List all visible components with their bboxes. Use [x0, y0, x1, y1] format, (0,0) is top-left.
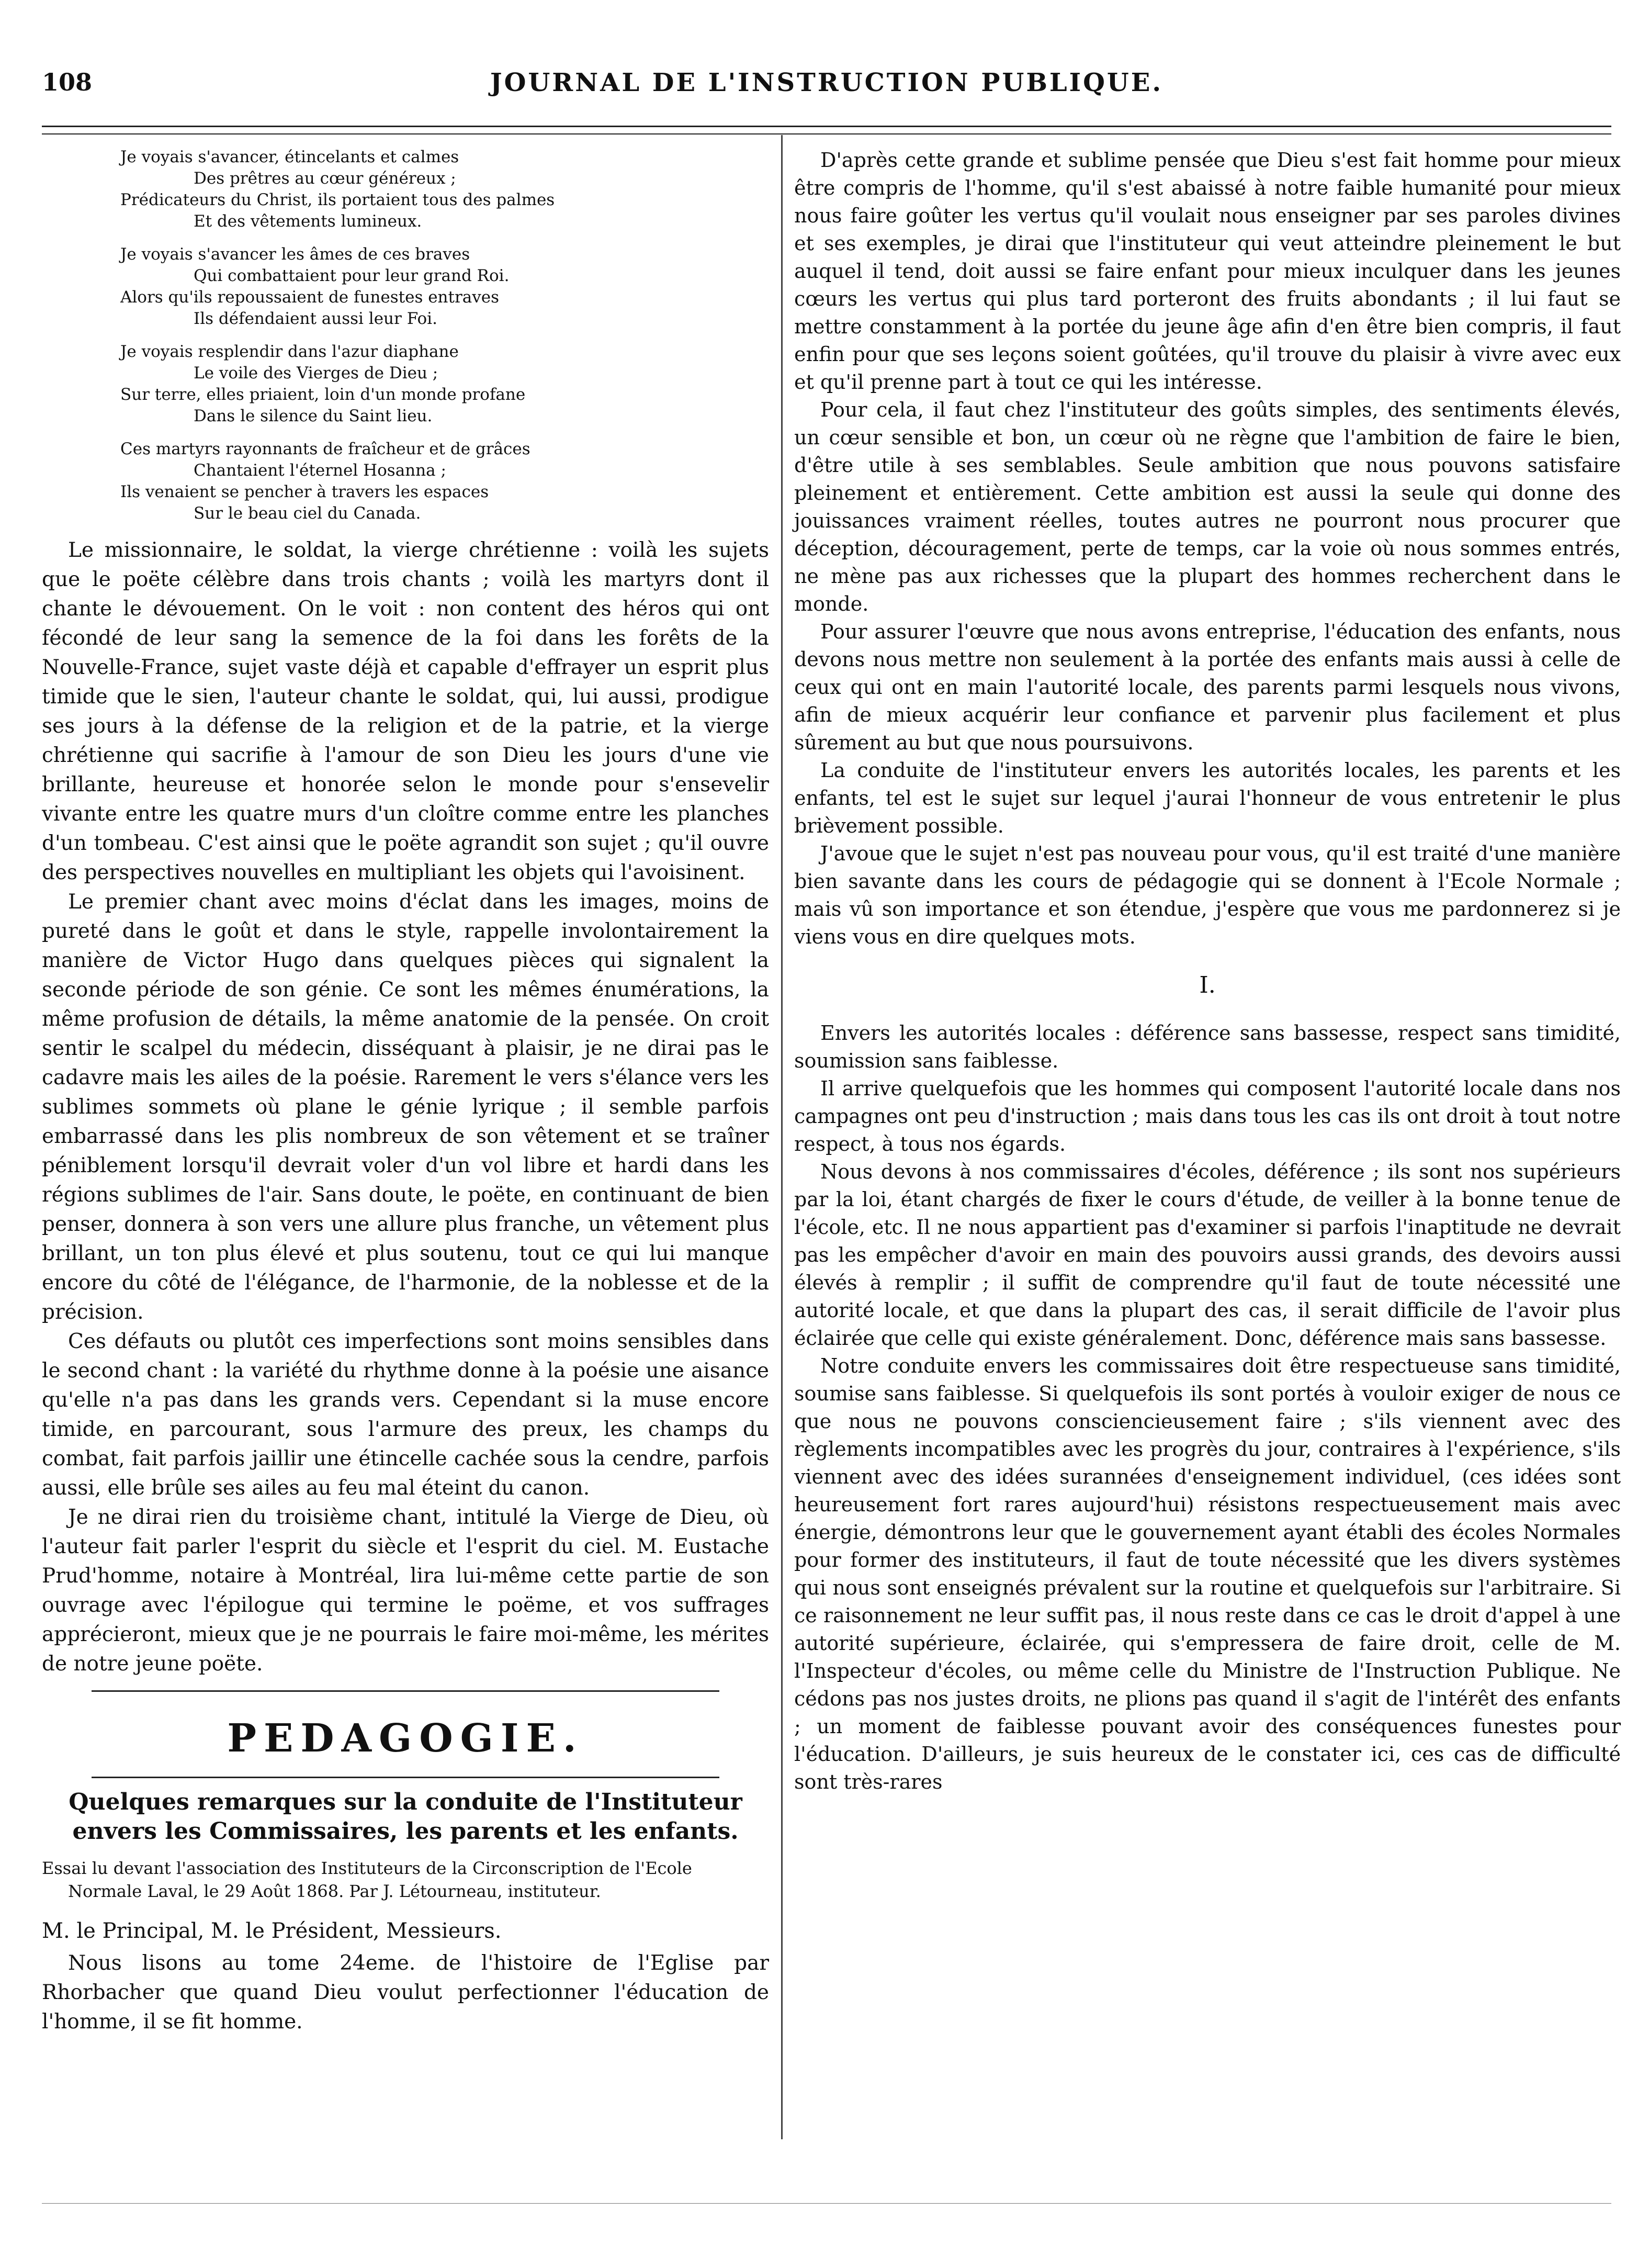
section-title: PEDAGOGIE. — [227, 1716, 584, 1761]
poem-line: Je voyais s'avancer les âmes de ces braves — [120, 245, 470, 264]
poem-line: Ces martyrs rayonnants de fraîcheur et de grâces — [120, 440, 530, 458]
page-number: 108 — [42, 68, 93, 96]
poem-line: Et des vêtements lumineux. — [194, 212, 422, 231]
body-paragraph: La conduite de l'instituteur envers les autorités locales, les parents et les enfants, tel est le sujet sur lequel j'aurai l'honneur de vous entretenir le plus brièvement possible. — [794, 759, 1621, 837]
poem-stanza — [120, 341, 769, 427]
section-rule — [92, 1777, 719, 1778]
poem-line: Sur terre, elles priaient, loin d'un monde profane — [120, 385, 526, 404]
body-paragraph: Nous lisons au tome 24eme. de l'histoire de l'Eglise par Rhorbacher que quand Dieu voulut perfectionner l'éducation de l'homme, il se fit homme. — [42, 1951, 769, 2034]
body-paragraph: Envers les autorités locales : déférence sans bassesse, respect sans timidité, soumission sans faiblesse. — [794, 1021, 1621, 1072]
section-rule — [92, 1690, 719, 1692]
body-paragraph: D'après cette grande et sublime pensée que Dieu s'est fait homme pour mieux être compris de l'homme, qu'il s'est abaissé à notre faible humanité pour mieux nous faire goûter les vertus qu'il voulait nous enseigner par ses paroles divines et ses exemples, je dirai que l'instituteur qui veut atteindre pleinement le but auquel il tend, doit aussi se faire enfant pour mieux inculquer dans les jeunes cœurs les vertus qui plus tard porteront des fruits abondants ; il lui faut se mettre constamment à la portée du jeune âge afin d'en être bien compris, il faut enfin pour que ses leçons soient goûtées, qu'il trouve du plaisir à vivre avec eux et qu'il prenne part à tout ce qui les intéresse. — [794, 149, 1621, 394]
left-column — [42, 147, 769, 2037]
poem-stanza — [120, 439, 769, 524]
poem-line: Chantaient l'éternel Hosanna ; — [194, 461, 446, 480]
running-title: JOURNAL DE L'INSTRUCTION PUBLIQUE. — [490, 68, 1164, 97]
body-paragraph: Pour cela, il faut chez l'instituteur des goûts simples, des sentiments élevés, un cœur sensible et bon, un cœur où ne règne que l'ambition de faire le bien, d'être utile à ses semblables. Seule ambition que nous pouvons satisfaire pleinement et entièrement. Cette ambition est aussi la seule qui donne des jouissances vraiment réelles, toutes autres ne pourront nous procurer que déception, découragement, perte de temps, car la voie où nous sommes entrés, ne mène pas aux richesses que la plupart des hommes recherchent dans le monde. — [794, 398, 1621, 615]
body-paragraph: Il arrive quelquefois que les hommes qui composent l'autorité locale dans nos campagnes ont peu d'instruction ; mais dans tous les cas ils ont droit à tout notre respect, à tous nos égards. — [794, 1077, 1621, 1155]
right-column — [794, 147, 1621, 1796]
poem-line: Qui combattaient pour leur grand Roi. — [194, 266, 510, 285]
page-header — [42, 68, 1611, 110]
body-paragraph: Notre conduite envers les commissaires doit être respectueuse sans timidité, soumise sans faiblesse. Si quelquefois ils sont portés à vouloir exiger de nous ce que nous ne pouvons consciencieusement faire ; s'ils viennent avec des règlements incompatibles avec les progrès du jour, contraires à l'expérience, s'ils viennent avec des idées surannées d'enseignement individuel, (ces idées sont heureusement fort rares aujourd'hui) résistons respectueusement mais avec énergie, démontrons leur que le gouvernement ayant établi des écoles Normales pour former des instituteurs, il faut de toute nécessité que les divers systèmes qui nous sont enseignés prévalent sur la routine et quelquefois sur l'arbitraire. Si ce raisonnement ne leur suffit pas, il nous reste dans ce cas le droit d'appel à une autorité supérieure, éclairée, qui s'empressera de faire droit, celle de M. l'Inspecteur d'écoles, ou même celle du Ministre de l'Instruction Publique. Ne cédons pas nos justes droits, ne plions pas quand il s'agit de l'intérêt des enfants ; un moment de faiblesse pouvant avoir des conséquences funestes pour l'éducation. D'ailleurs, je suis heureux de le constater ici, ces cas de difficulté sont très-rares — [794, 1354, 1621, 1793]
article-title: Quelques remarques sur la conduite de l'Instituteur envers les Commissaires, les parents et les enfants. — [69, 1789, 742, 1845]
body-paragraph: Ces défauts ou plutôt ces imperfections sont moins sensibles dans le second chant : la variété du rhythme donne à la poésie une aisance qu'elle n'a pas dans les grands vers. Cependant si la muse encore timide, en parcourant, sous l'armure des preux, les champs du combat, fait parfois jaillir une étincelle cachée sous la cendre, parfois aussi, elle brûle ses ailes au feu mal éteint du canon. — [42, 1330, 769, 1500]
essay-note: Essai lu devant l'association des Instituteurs de la Circonscription de l'Ecole Normale Laval, le 29 Août 1868. Par J. Létourneau, instituteur. — [42, 1858, 692, 1901]
section-number: I. — [1199, 972, 1216, 998]
body-paragraph: J'avoue que le sujet n'est pas nouveau pour vous, qu'il est traité d'une manière bien savante dans les cours de pédagogie qui se donnent à l'Ecole Normale ; mais vû son importance et son étendue, j'espère que vous me pardonnerez si je viens vous en dire quelques mots. — [794, 842, 1621, 948]
poem-line: Le voile des Vierges de Dieu ; — [194, 364, 438, 383]
poem-line: Alors qu'ils repoussaient de funestes entraves — [120, 288, 500, 307]
body-paragraph: Nous devons à nos commissaires d'écoles, déférence ; ils sont nos supérieurs par la loi, étant chargés de fixer le cours d'étude, de veiller à la bonne tenue de l'école, etc. Il ne nous appartient pas d'examiner si parfois l'inaptitude ne devrait pas les empêcher d'avoir en main des pouvoirs aussi grands, des devoirs aussi élevés à remplir ; il suffit de comprendre qu'il faut de toute nécessité une autorité locale, et que dans la plupart des cas, il serait difficile de l'avoir plus éclairée que celle qui existe généralement. Donc, déférence mais sans bassesse. — [794, 1160, 1621, 1350]
header-rule — [42, 126, 1611, 134]
poem-line: Des prêtres au cœur généreux ; — [194, 169, 456, 188]
poem-line: Ils défendaient aussi leur Foi. — [194, 309, 437, 328]
poem — [120, 147, 769, 524]
poem-line: Ils venaient se pencher à travers les espaces — [120, 482, 489, 501]
poem-line: Sur le beau ciel du Canada. — [194, 504, 421, 523]
poem-stanza — [120, 244, 769, 330]
poem-line: Je voyais resplendir dans l'azur diaphane — [120, 342, 459, 361]
body-paragraph: Pour assurer l'œuvre que nous avons entreprise, l'éducation des enfants, nous devons nous mettre non seulement à la portée des enfants mais aussi à celle de ceux qui ont en main l'autorité locale, des parents parmi lesquels nous vivons, afin de mieux acquérir leur confiance et parvenir plus facilement et plus sûrement au but que nous poursuivons. — [794, 620, 1621, 754]
poem-line: Prédicateurs du Christ, ils portaient tous des palmes — [120, 190, 555, 209]
poem-line: Je voyais s'avancer, étincelants et calmes — [120, 148, 459, 166]
poem-stanza — [120, 147, 769, 232]
salutation: M. le Principal, M. le Président, Messieurs. — [42, 1919, 502, 1943]
body-paragraph: Le missionnaire, le soldat, la vierge chrétienne : voilà les sujets que le poëte célèbre dans trois chants ; voilà les martyrs dont il chante le dévouement. On le voit : non content des héros qui ont fécondé de leur sang la semence de la foi dans les forêts de la Nouvelle-France, sujet vaste déjà et capable d'effrayer un esprit plus timide que le sien, l'auteur chante le soldat, qui, lui aussi, prodigue ses jours à la défense de la religion et de la patrie, et la vierge chrétienne qui sacrifie à l'amour de son Dieu les jours d'une vie brillante, heureuse et honorée selon le monde pour s'ensevelir vivante entre les quatre murs d'un cloître comme entre les planches d'un tombeau. C'est ainsi que le poëte agrandit son sujet ; qu'il ouvre des perspectives nouvelles en multipliant les objets qui l'avoisinent. — [42, 538, 769, 884]
footer-rule — [42, 2203, 1611, 2204]
column-divider — [781, 135, 783, 2139]
body-paragraph: Le premier chant avec moins d'éclat dans les images, moins de pureté dans le goût et dans le style, rappelle involontairement la manière de Victor Hugo dans quelques pièces qui signalent la seconde période de son génie. Ce sont les mêmes énumérations, la même profusion de détails, la même anatomie de la pensée. On croit sentir le scalpel du médecin, disséquant à plaisir, je ne dirai pas le cadavre mais les ailes de la poésie. Rarement le vers s'élance vers les sublimes sommets où plane le génie lyrique ; il semble parfois embarrassé dans les plis nombreux de son vêtement et se traîner péniblement lorsqu'il devrait voler d'un vol libre et hardi dans les régions sublimes de l'air. Sans doute, le poëte, en continuant de bien penser, donnera à son vers une allure plus franche, un vêtement plus brillant, un ton plus élevé et plus soutenu, tout ce qui lui manque encore du côté de l'élégance, de l'harmonie, de la noblesse et de la précision. — [42, 890, 769, 1324]
poem-line: Dans le silence du Saint lieu. — [194, 407, 433, 425]
body-paragraph: Je ne dirai rien du troisième chant, intitulé la Vierge de Dieu, où l'auteur fait parler l'esprit du siècle et l'esprit du ciel. M. Eustache Prud'homme, notaire à Montréal, lira lui-même cette partie de son ouvrage avec l'épilogue qui termine le poëme, et vos suffrages apprécieront, mieux que je ne pourrais le faire moi-même, les mérites de notre jeune poëte. — [42, 1506, 769, 1676]
